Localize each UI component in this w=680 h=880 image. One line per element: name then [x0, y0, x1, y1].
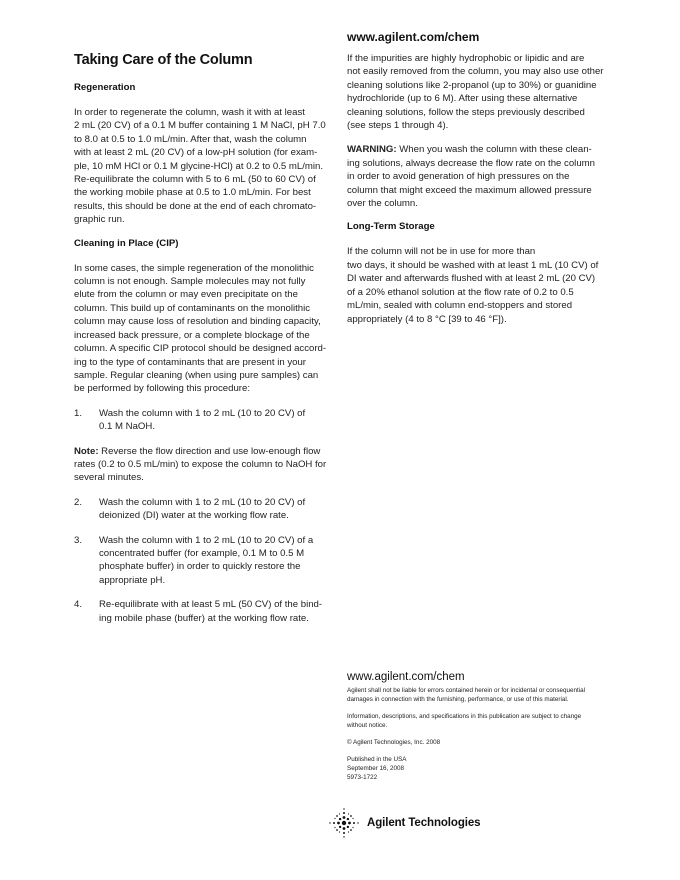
regeneration-paragraph: In order to regenerate the column, wash it with at least 2 mL (20 CV) of a 0.1 M buffer containing 1 M NaCl, pH 7.0 to 8.0 at 0.5 to 1.0 mL/min. After that, wash the column with at least 2 mL (20 CV) of a low-pH solution (for exam- ple, 10 mM HCl or 0.1 M glycine-HCl) at 0.2 to 0.5 mL/min. Re-equilibrate the column with 5 to 6 mL (50 to 60 CV) of the working mobile phase at 0.5 to 1.0 mL/min. For best results, this should be done at the end of each chromato- graphic run. — [74, 107, 326, 226]
cip-paragraph: In some cases, the simple regeneration of the monolithic column is not enough. Sample molecules may not fully elute from the column or may even precipitate on the column. This build up of contaminants on the monolithic column may cause loss of resolution and binding capacity, increased back pressure, or a complete blockage of the column. A specific CIP protocol should be designed accord- ing to the type of contaminants that are present in your sample. Regular cleaning (when using pure samples) can be performed by following this procedure: — [74, 262, 327, 395]
warning-label: WARNING: — [347, 144, 397, 156]
footer-url[interactable]: www.agilent.com/chem — [347, 671, 465, 683]
agilent-logo — [327, 806, 480, 840]
footer — [347, 671, 617, 790]
cip-heading: Cleaning in Place (CIP) — [74, 237, 179, 249]
alternative-cleaning-paragraph: If the impurities are highly hydrophobic or lipidic and are not easily removed from the column, you may also use other cleaning solutions like 2-propanol (up to 30%) or guanidine hydrochloride (up to 6 M). After using these alternative cleaning solutions, follow the steps previously described (see steps 1 through 4). — [347, 53, 604, 132]
storage-paragraph: If the column will not be in use for more than two days, it should be washed with at least 1 mL (10 CV) of DI water and afterwards flushed with at least 2 mL (20 CV) of a 20% ethanol solution at the flow rate of 0.2 to 0.5 mL/min, sealed with column end-stoppers and stored appropriately (4 to 8 °C [39 to 46 °F]). — [347, 246, 599, 325]
list-item: 2. Wash the column with 1 to 2 mL (10 to 20 CV) of deionized (DI) water at the working flow rate. — [74, 496, 306, 522]
copyright: © Agilent Technologies, Inc. 2008 — [347, 739, 441, 746]
note-paragraph: Note: Reverse the flow direction and use low-enough flow rates (0.2 to 0.5 mL/min) to expose the column to NaOH for several minutes. — [74, 445, 327, 484]
notice: Information, descriptions, and specifications in this publication are subject to change without notice. — [347, 713, 582, 729]
header-url[interactable]: www.agilent.com/chem — [347, 30, 480, 44]
page-title: Taking Care of the Column — [74, 52, 253, 68]
warning-paragraph: WARNING: When you wash the column with these clean- ing solutions, always decrease the flow rate on the column in order to avoid generation of high pressures on the column that might exceed the maximum allowed pressure over the column. — [347, 144, 595, 210]
logo-text: Agilent Technologies — [367, 817, 481, 829]
list-item: 4. Re-equilibrate with at least 5 mL (50 CV) of the bind- ing mobile phase (buffer) at the working flow rate. — [74, 599, 323, 624]
regeneration-heading: Regeneration — [74, 82, 136, 93]
cip-step-list-continued — [74, 496, 332, 625]
publication-info: Published in the USA September 16, 2008 5973-1722 — [347, 756, 407, 781]
note-label: Note: — [74, 445, 99, 457]
left-column — [74, 52, 332, 636]
right-column — [347, 30, 605, 337]
list-item: 3. Wash the column with 1 to 2 mL (10 to 20 CV) of a concentrated buffer (for example, 0.1 M to 0.5 M phosphate buffer) in order to quickly restore the appropriate pH. — [74, 534, 314, 586]
storage-heading: Long-Term Storage — [347, 221, 435, 233]
list-item: 1. Wash the column with 1 to 2 mL (10 to 20 CV) of 0.1 M NaOH. — [74, 407, 306, 433]
disclaimer: Agilent shall not be liable for errors contained herein or for incidental or consequential damages in connection with the furnishing, performance, or use of this material. — [347, 687, 586, 703]
agilent-spark-icon — [327, 806, 361, 840]
cip-step-list — [74, 407, 332, 434]
